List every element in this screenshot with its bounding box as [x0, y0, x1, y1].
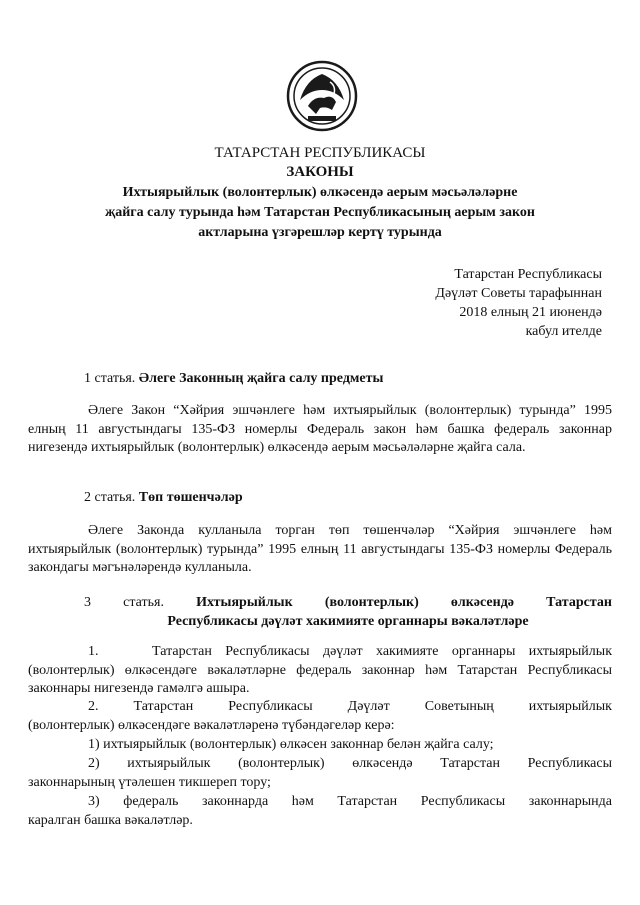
law-title-line: Ихтыярыйлык (волонтерлык) өлкәсендә аерым мәсьәләләрне: [122, 185, 518, 200]
article-number: 2 статья.: [84, 490, 136, 505]
document-type: ЗАКОНЫ: [286, 164, 354, 180]
heading-word: Татарстан: [546, 595, 612, 610]
adoption-line: Дәүләт Советы тарафыннан: [435, 286, 602, 301]
word: ихтыярыйлык: [127, 756, 211, 771]
article-word: статья.: [123, 595, 164, 610]
word: 2): [88, 756, 100, 771]
word: законнарда: [201, 794, 269, 809]
article-number: 1 статья.: [84, 371, 136, 386]
tatarstan-coat-of-arms-icon: [286, 60, 358, 132]
word: 3): [88, 794, 100, 809]
word: Советының: [424, 699, 494, 714]
article-3-heading-line-1: [84, 593, 612, 612]
word: Татарстан: [337, 794, 398, 809]
word: ихтыярыйлык: [528, 699, 612, 714]
heading-word: Ихтыярыйлык: [196, 595, 293, 610]
list-item-text: 1) ихтыярыйлык (волонтерлык) өлкәсен законнар белән җайга салу;: [88, 737, 494, 752]
law-title-line: актларына үзгәрешләр кертү турында: [198, 225, 442, 240]
word: Дәүләт: [347, 699, 390, 714]
list-item-2-line-2: законнарының үтәлешен тикшереп тору;: [28, 774, 271, 790]
adoption-line: 2018 елның 21 июнендә: [459, 305, 602, 320]
heading-word: (волонтерлык): [324, 595, 419, 610]
word: һәм: [291, 794, 314, 809]
article-3-heading-line-2: Республикасы дәүләт хакимияте органнары вәкаләтләре: [167, 614, 529, 629]
list-item-3-line-1: [28, 793, 612, 812]
word: Татарстан: [440, 756, 501, 771]
article-2-heading: [84, 488, 243, 507]
republic-name: ТАТАРСТАН РЕСПУБЛИКАСЫ: [214, 145, 426, 161]
paragraph-2-line-2: (волонтерлык) өлкәсендәге вәкаләтләренә түбәндәгеләр керә:: [28, 717, 395, 733]
article-1-text: Әлеге Закон “Хәйрия эшчәнлеге һәм ихтыярыйлык (волонтерлык) турында” 1995 елның 11 августындагы 135-ФЗ номерлы Федераль закон һәм башка федераль законнар нигезендә ихтыярыйлык (волонтерлык) өлкәсендә аерым мәсьәләләрне җайга сала.: [28, 403, 612, 455]
word: федераль: [123, 794, 179, 809]
adoption-line: кабул ителде: [525, 324, 602, 339]
word: Татарстан: [133, 699, 194, 714]
article-3-paragraph-2: [28, 698, 612, 735]
article-1-heading: [84, 369, 383, 388]
word: Республикасы: [527, 756, 612, 771]
adoption-line: Татарстан Республикасы: [454, 267, 602, 282]
list-item-1: [28, 736, 612, 755]
word: (волонтерлык): [238, 756, 325, 771]
word: өлкәсендә: [352, 756, 413, 771]
list-item-3-line-2: каралган башка вәкаләтләр.: [28, 812, 193, 828]
word: законнарында: [528, 794, 612, 809]
adoption-info: [435, 265, 602, 341]
law-title: [60, 183, 580, 243]
article-number: 3: [84, 595, 91, 610]
list-item-2-line-1: [28, 755, 612, 774]
word: 2.: [88, 699, 99, 714]
heading-word: өлкәсендә: [450, 595, 514, 610]
law-title-line: җайга салу турында һәм Татарстан Республикасының аерым закон: [105, 205, 535, 220]
word: Республикасы: [228, 699, 313, 714]
article-title: Әлеге Законның җайга салу предметы: [138, 371, 384, 386]
article-3-paragraph-1: 1. Татарстан Республикасы дәүләт хакимияте органнары ихтыярыйлык (волонтерлык) өлкәсендәге вәкаләтләрне федераль законнар һәм Татарстан Республикасы законнары нигезендә гамәлгә ашыра.: [28, 644, 616, 696]
list-item-3: [28, 793, 612, 830]
article-title: Төп төшенчәләр: [138, 490, 243, 505]
list-item-2: [28, 755, 612, 792]
article-2-text: Әлеге Законда кулланыла торган төп төшенчәләр “Хәйрия эшчәнлеге һәм ихтыярыйлык (волонтерлык) турында” 1995 елның 11 августындагы 135-ФЗ номерлы Федераль закондагы мәгънәләрендә кулланыла.: [28, 523, 612, 575]
article-3-heading: [84, 593, 612, 631]
word: Республикасы: [420, 794, 506, 809]
paragraph-2-line-1: [28, 698, 612, 717]
